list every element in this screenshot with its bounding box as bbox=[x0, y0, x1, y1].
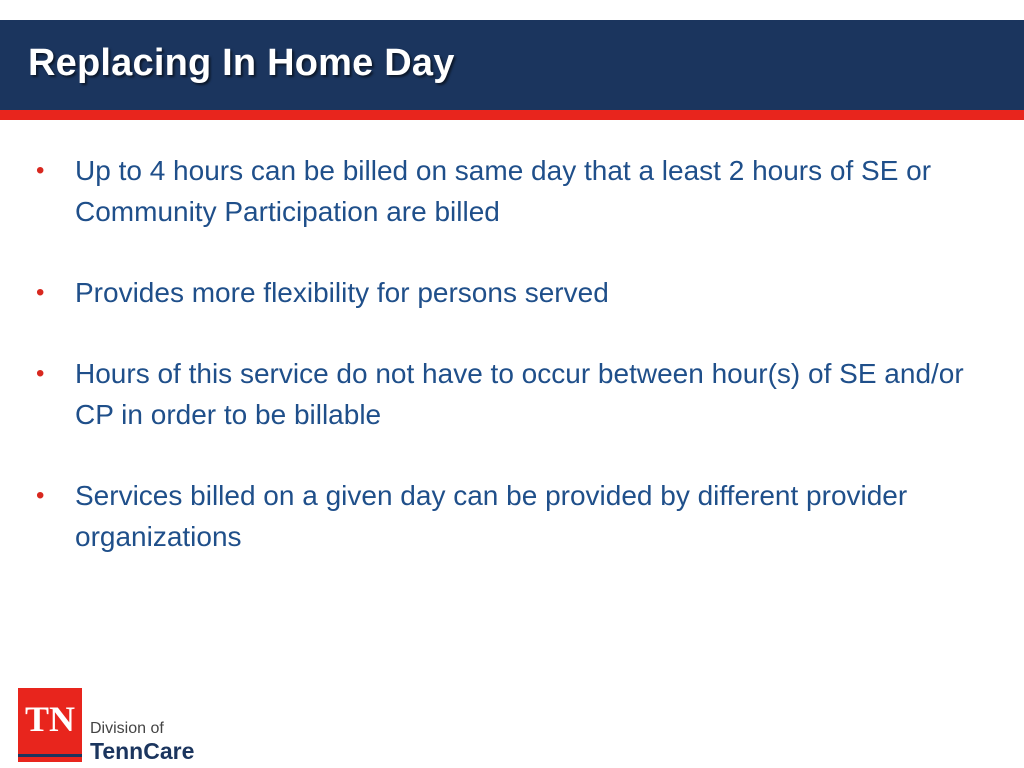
bullet-list bbox=[36, 150, 986, 597]
logo-name-text: TennCare bbox=[90, 738, 195, 764]
bullet-item bbox=[36, 150, 986, 232]
bullet-dot-icon: • bbox=[36, 482, 45, 509]
slide-title: Replacing In Home Day bbox=[28, 42, 455, 84]
bullet-item bbox=[36, 272, 986, 313]
bullet-text: Services billed on a given day can be provided by different provider organizations bbox=[75, 480, 908, 552]
bullet-item bbox=[36, 475, 986, 557]
bullet-dot-icon: • bbox=[36, 279, 45, 306]
bullet-text: Up to 4 hours can be billed on same day that a least 2 hours of SE or Community Participation are billed bbox=[75, 155, 932, 227]
logo-division-text: Division of bbox=[90, 720, 164, 737]
tn-logo-mark bbox=[18, 688, 82, 762]
title-underline-bar bbox=[0, 110, 1024, 120]
bullet-dot-icon: • bbox=[36, 360, 45, 387]
tenncare-logo bbox=[18, 688, 218, 764]
bullet-dot-icon: • bbox=[36, 157, 45, 184]
bullet-item bbox=[36, 353, 986, 435]
logo-stripe bbox=[18, 754, 82, 757]
bullet-text: Provides more flexibility for persons served bbox=[75, 277, 609, 308]
tn-logo-text: TN bbox=[24, 699, 75, 739]
bullet-text: Hours of this service do not have to occur between hour(s) of SE and/or CP in order to be billable bbox=[75, 358, 964, 430]
